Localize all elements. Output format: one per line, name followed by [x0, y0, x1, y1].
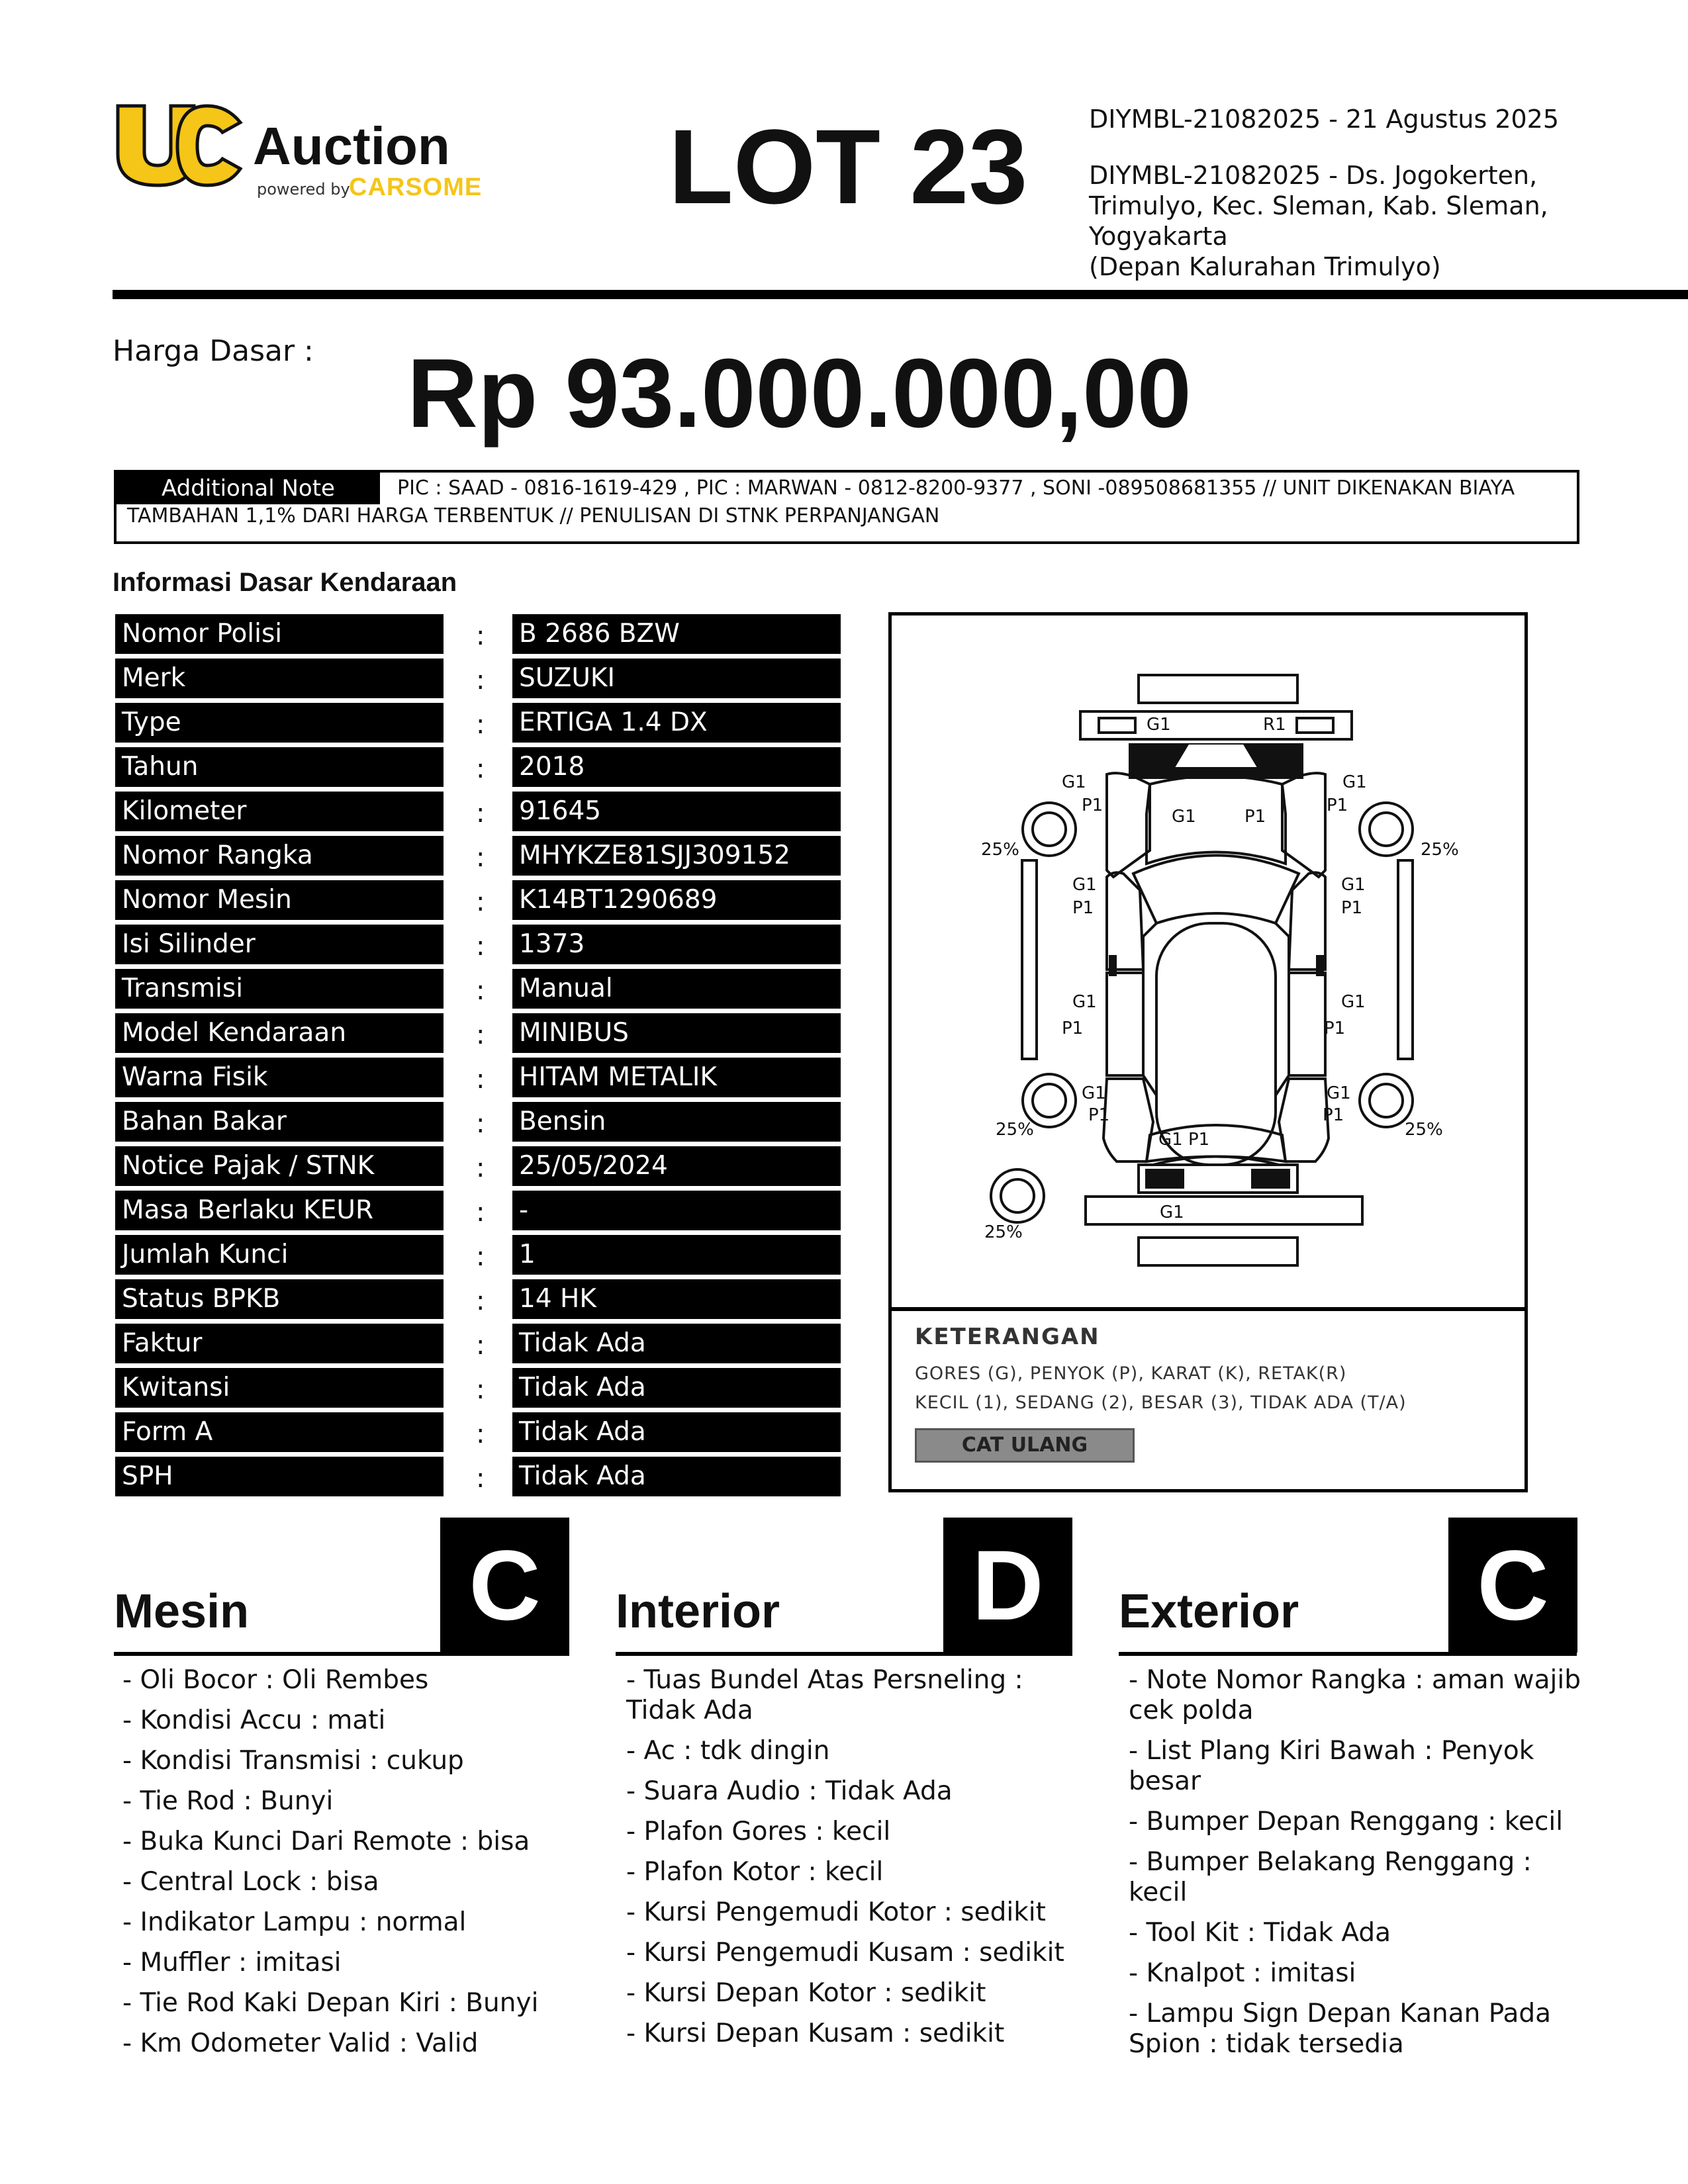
mesin-issue-item: - Kondisi Accu : mati	[122, 1706, 386, 1735]
info-label: Merk	[115, 659, 444, 698]
info-colon: :	[476, 1064, 485, 1095]
label-rr-door-g: G1	[1341, 992, 1366, 1012]
info-label: SPH	[115, 1457, 444, 1496]
exterior-issue-item: - Lampu Sign Depan Kanan Pada Spion : tidak tersedia	[1129, 1999, 1552, 2059]
car-diagram	[888, 612, 1528, 1307]
info-row	[115, 1457, 843, 1496]
label-tire-fr: 25%	[1421, 840, 1459, 860]
cat-ulang-badge: CAT ULANG	[915, 1428, 1135, 1463]
lot-title: LOT 23	[669, 107, 1028, 226]
info-label: Nomor Polisi	[115, 614, 444, 654]
info-row	[115, 1368, 843, 1408]
mesin-title: Mesin	[114, 1585, 250, 1638]
interior-issue-item: - Kursi Depan Kotor : sedikit	[626, 1978, 986, 2008]
mesin-issue-item: - Central Lock : bisa	[122, 1867, 379, 1897]
info-label: Jumlah Kunci	[115, 1235, 444, 1275]
info-value: Manual	[512, 969, 841, 1009]
label-fr-door-p: P1	[1341, 898, 1363, 918]
info-value: 2018	[512, 747, 841, 787]
legend-text: KECIL (1), SEDANG (2), BESAR (3), TIDAK ADA (T/A)	[915, 1392, 1407, 1413]
info-label: Tahun	[115, 747, 444, 787]
price-label: Harga Dasar :	[113, 334, 314, 368]
info-label: Bahan Bakar	[115, 1102, 444, 1142]
info-value: Tidak Ada	[512, 1368, 841, 1408]
label-trunk: G1 P1	[1158, 1130, 1210, 1150]
info-value: 91645	[512, 792, 841, 831]
exterior-issue-item: - Knalpot : imitasi	[1129, 1958, 1356, 1988]
interior-grade-badge: D	[943, 1518, 1072, 1653]
info-value: Tidak Ada	[512, 1457, 841, 1496]
label-tire-fl: 25%	[981, 840, 1019, 860]
interior-title: Interior	[616, 1585, 780, 1638]
label-tire-rl: 25%	[996, 1120, 1034, 1140]
interior-issue-item: - Kursi Depan Kusam : sedikit	[626, 2019, 1005, 2048]
info-colon: :	[476, 754, 485, 784]
info-row	[115, 659, 843, 698]
info-label: Nomor Mesin	[115, 880, 444, 920]
address-line: Trimulyo, Kec. Sleman, Kab. Sleman,	[1089, 191, 1548, 220]
interior-issue-item: - Kursi Pengemudi Kusam : sedikit	[626, 1938, 1064, 1968]
label-fl-fender-p: P1	[1082, 796, 1103, 815]
info-row	[115, 703, 843, 743]
info-value: Tidak Ada	[512, 1412, 841, 1452]
info-row	[115, 1013, 843, 1053]
label-fl-fender-g: G1	[1062, 772, 1086, 792]
info-label: Model Kendaraan	[115, 1013, 444, 1053]
mesin-issue-list	[122, 1665, 579, 2069]
partner-logo: CARSOME	[349, 173, 483, 201]
exterior-issue-list	[1129, 1665, 1585, 2070]
uc-logo-icon	[111, 103, 244, 189]
legend-text: GORES (G), PENYOK (P), KARAT (K), RETAK(R)	[915, 1363, 1347, 1384]
brand-word: Auction	[253, 116, 450, 175]
info-colon: :	[476, 931, 485, 962]
label-hood-g: G1	[1172, 807, 1196, 827]
interior-divider	[616, 1652, 1072, 1656]
info-label: Type	[115, 703, 444, 743]
info-colon: :	[476, 976, 485, 1006]
info-row	[115, 1412, 843, 1452]
exterior-issue-item: - List Plang Kiri Bawah : Penyok besar	[1129, 1736, 1534, 1796]
info-label: Faktur	[115, 1324, 444, 1363]
address-line: Yogyakarta	[1089, 222, 1228, 251]
info-label: Transmisi	[115, 969, 444, 1009]
info-colon: :	[476, 1463, 485, 1494]
info-label: Notice Pajak / STNK	[115, 1146, 444, 1186]
label-rl-door-g: G1	[1072, 992, 1097, 1012]
label-rr-quarter-g: G1	[1327, 1083, 1351, 1103]
info-section-title: Informasi Dasar Kendaraan	[113, 568, 457, 597]
interior-issue-item: - Ac : tdk dingin	[626, 1736, 830, 1766]
additional-note-label: Additional Note	[117, 473, 380, 504]
label-tire-spare: 25%	[984, 1222, 1023, 1242]
exterior-divider	[1119, 1652, 1577, 1656]
label-front-bumper-r: R1	[1263, 715, 1286, 735]
info-row	[115, 969, 843, 1009]
label-rl-quarter-p: P1	[1088, 1105, 1110, 1125]
info-colon: :	[476, 1153, 485, 1183]
mesin-issue-item: - Muffler : imitasi	[122, 1948, 342, 1978]
info-row	[115, 836, 843, 876]
exterior-issue-item: - Bumper Belakang Renggang : kecil	[1129, 1847, 1532, 1907]
exterior-issue-item: - Tool Kit : Tidak Ada	[1129, 1918, 1391, 1948]
info-value: B 2686 BZW	[512, 614, 841, 654]
info-value: MHYKZE81SJJ309152	[512, 836, 841, 876]
info-colon: :	[476, 709, 485, 740]
info-colon: :	[476, 1242, 485, 1272]
label-rl-door-p: P1	[1062, 1019, 1084, 1038]
info-colon: :	[476, 621, 485, 651]
info-row	[115, 614, 843, 654]
info-value: SUZUKI	[512, 659, 841, 698]
info-value: 1373	[512, 925, 841, 964]
label-rl-quarter-g: G1	[1082, 1083, 1106, 1103]
info-row	[115, 1191, 843, 1230]
mesin-issue-item: - Kondisi Transmisi : cukup	[122, 1746, 464, 1776]
info-colon: :	[476, 1197, 485, 1228]
info-row	[115, 1058, 843, 1097]
info-colon: :	[476, 1330, 485, 1361]
exterior-grade-badge: C	[1448, 1518, 1577, 1653]
price-value: Rp 93.000.000,00	[407, 339, 1192, 448]
interior-issue-item: - Plafon Gores : kecil	[626, 1817, 891, 1846]
mesin-issue-item: - Indikator Lampu : normal	[122, 1907, 467, 1937]
info-colon: :	[476, 887, 485, 917]
address-line: (Depan Kalurahan Trimulyo)	[1089, 252, 1441, 281]
interior-issue-item: - Kursi Pengemudi Kotor : sedikit	[626, 1897, 1046, 1927]
legend-title: KETERANGAN	[915, 1324, 1100, 1350]
info-value: 14 HK	[512, 1279, 841, 1319]
label-fr-fender-g: G1	[1342, 772, 1367, 792]
info-row	[115, 1235, 843, 1275]
info-colon: :	[476, 1419, 485, 1449]
info-label: Status BPKB	[115, 1279, 444, 1319]
info-colon: :	[476, 1020, 485, 1050]
label-front-bumper-g: G1	[1147, 715, 1171, 735]
info-label: Warna Fisik	[115, 1058, 444, 1097]
auction-code-date: DIYMBL-21082025 - 21 Agustus 2025	[1089, 105, 1560, 134]
interior-issue-item: - Plafon Kotor : kecil	[626, 1857, 884, 1887]
info-colon: :	[476, 1286, 485, 1316]
info-colon: :	[476, 1109, 485, 1139]
info-row	[115, 1279, 843, 1319]
auction-address	[1089, 160, 1658, 282]
label-hood-p: P1	[1244, 807, 1266, 827]
diagram-divider	[888, 1307, 1528, 1311]
info-colon: :	[476, 665, 485, 696]
label-rr-door-p: P1	[1324, 1019, 1346, 1038]
info-value: Bensin	[512, 1102, 841, 1142]
info-label: Isi Silinder	[115, 925, 444, 964]
info-value: MINIBUS	[512, 1013, 841, 1053]
info-colon: :	[476, 798, 485, 829]
info-row	[115, 792, 843, 831]
info-row	[115, 880, 843, 920]
label-fl-door-p: P1	[1072, 898, 1094, 918]
mesin-issue-item: - Km Odometer Valid : Valid	[122, 2028, 479, 2058]
mesin-issue-item: - Oli Bocor : Oli Rembes	[122, 1665, 429, 1695]
info-row	[115, 747, 843, 787]
interior-issue-item: - Tuas Bundel Atas Persneling : Tidak Ada	[626, 1665, 1023, 1725]
info-label: Masa Berlaku KEUR	[115, 1191, 444, 1230]
label-tire-rr: 25%	[1405, 1120, 1443, 1140]
info-value: ERTIGA 1.4 DX	[512, 703, 841, 743]
info-colon: :	[476, 1375, 485, 1405]
mesin-grade-badge: C	[440, 1518, 569, 1653]
info-row	[115, 1102, 843, 1142]
info-value: Tidak Ada	[512, 1324, 841, 1363]
powered-by-text: powered by	[257, 180, 350, 199]
interior-issue-item: - Suara Audio : Tidak Ada	[626, 1776, 953, 1806]
label-rear-bumper: G1	[1160, 1203, 1184, 1222]
info-row	[115, 1146, 843, 1186]
label-fr-door-g: G1	[1341, 875, 1366, 895]
exterior-issue-item: - Note Nomor Rangka : aman wajib cek polda	[1129, 1665, 1581, 1725]
address-line: DIYMBL-21082025 - Ds. Jogokerten,	[1089, 161, 1538, 190]
additional-note-text: PIC : SAAD - 0816-1619-429 , PIC : MARWAN - 0812-8200-9377 , SONI -089508681355 // UNIT DIKENAKAN BIAYA	[397, 477, 1515, 500]
info-label: Kilometer	[115, 792, 444, 831]
additional-note-text: TAMBAHAN 1,1% DARI HARGA TERBENTUK // PENULISAN DI STNK PERPANJANGAN	[127, 504, 940, 527]
info-row	[115, 925, 843, 964]
mesin-issue-item: - Tie Rod : Bunyi	[122, 1786, 334, 1816]
label-fl-door-g: G1	[1072, 875, 1097, 895]
label-fr-fender-p: P1	[1327, 796, 1348, 815]
info-value: 1	[512, 1235, 841, 1275]
info-value: HITAM METALIK	[512, 1058, 841, 1097]
info-value: 25/05/2024	[512, 1146, 841, 1186]
info-label: Form A	[115, 1412, 444, 1452]
interior-issue-list	[626, 1665, 1083, 2059]
info-value: K14BT1290689	[512, 880, 841, 920]
info-label: Nomor Rangka	[115, 836, 444, 876]
exterior-issue-item: - Bumper Depan Renggang : kecil	[1129, 1807, 1564, 1837]
mesin-divider	[114, 1652, 569, 1656]
mesin-issue-item: - Tie Rod Kaki Depan Kiri : Bunyi	[122, 1988, 539, 2018]
mesin-issue-item: - Buka Kunci Dari Remote : bisa	[122, 1827, 530, 1856]
exterior-title: Exterior	[1119, 1585, 1299, 1638]
info-value: -	[512, 1191, 841, 1230]
header-divider	[113, 290, 1688, 299]
info-row	[115, 1324, 843, 1363]
info-label: Kwitansi	[115, 1368, 444, 1408]
label-rr-quarter-p: P1	[1323, 1105, 1344, 1125]
info-colon: :	[476, 842, 485, 873]
